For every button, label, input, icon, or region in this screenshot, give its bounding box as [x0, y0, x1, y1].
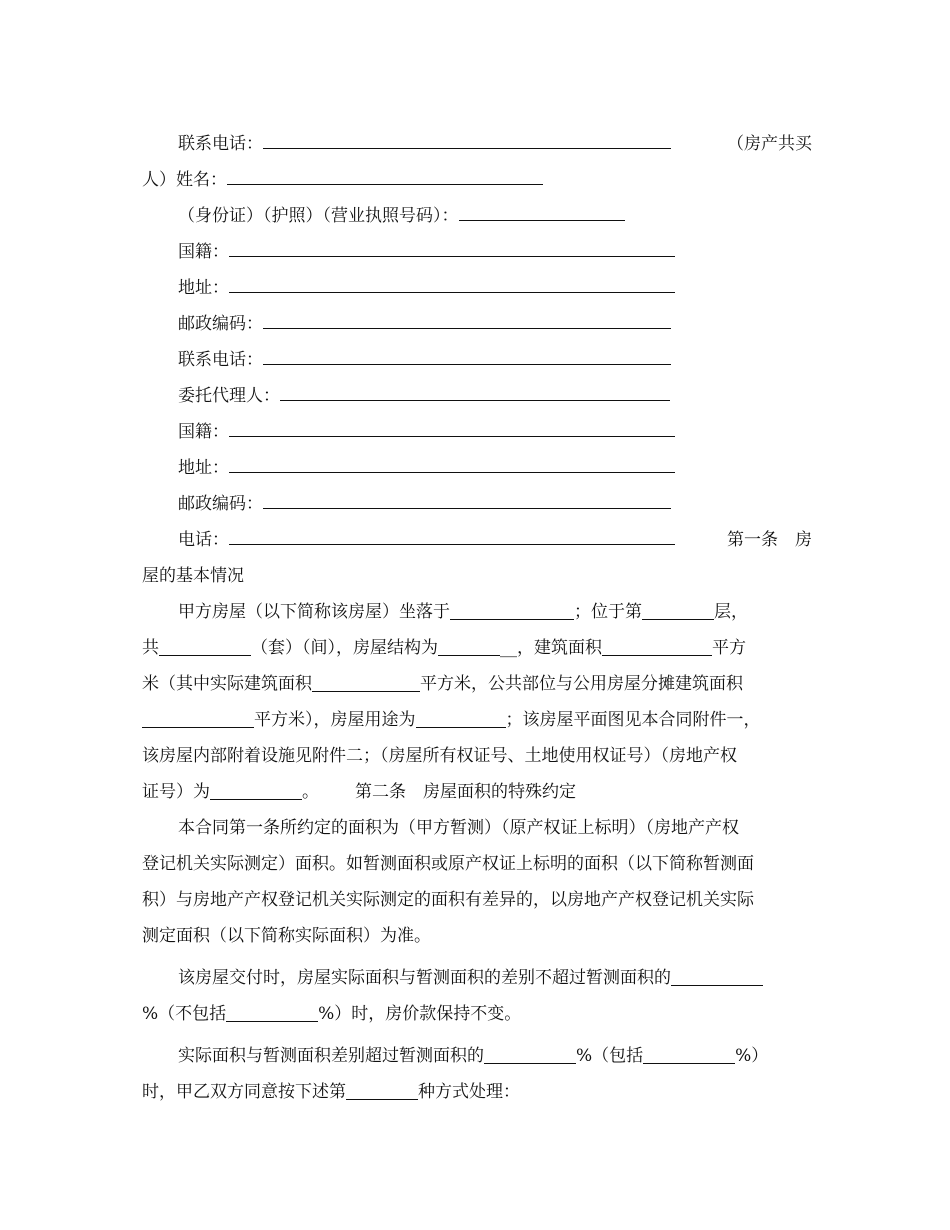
- text-floor-prefix: ；位于第: [574, 602, 642, 622]
- blank-location[interactable]: [450, 619, 574, 620]
- text-appendix-1: ；该房屋平面图见本合同附件一，: [505, 710, 761, 730]
- article1-heading-row: [142, 558, 812, 594]
- field-row-nationality: [142, 234, 812, 270]
- blank-floor-area[interactable]: [602, 655, 712, 656]
- field-row-id: [142, 198, 812, 234]
- contract-page: [142, 126, 812, 1110]
- field-row-agent-postcode: [142, 486, 812, 522]
- article2-p2-l1: [142, 960, 812, 996]
- owner-phone-label: 联系电话：: [178, 134, 263, 154]
- blank-cert-no[interactable]: [210, 799, 302, 800]
- article2-p1-l4: [142, 918, 812, 954]
- article2-p3-text-1c: %）: [735, 1046, 769, 1066]
- article2-p3-l1: [142, 1038, 812, 1074]
- text-period: 。: [302, 782, 319, 802]
- blank-shared-area[interactable]: [142, 727, 254, 728]
- text-floor-area: __，建筑面积: [500, 638, 602, 658]
- article2-p2-text-2b: %）时，房价款保持不变。: [318, 1004, 522, 1024]
- co-buyer-name-label: 人）姓名：: [142, 170, 227, 190]
- article2-p1-text-3: 积）与房地产产权登记机关实际测定的面积有差异的，以房地产产权登记机关实际: [142, 890, 754, 910]
- article2-p2-text-2a: %（不包括: [142, 1004, 227, 1024]
- field-row-address: [142, 270, 812, 306]
- field-label-agent-nationality: 国籍：: [178, 422, 229, 442]
- field-row-agent-nationality: [142, 414, 812, 450]
- tel-row: [142, 522, 812, 558]
- co-buyer-name-blank[interactable]: [227, 162, 543, 185]
- text-total: 共: [142, 638, 159, 658]
- text-shared-area: 平方米，公共部位与公用房屋分摊建筑面积: [420, 674, 743, 694]
- article1-line-4: [142, 702, 812, 738]
- field-row-postcode: [142, 306, 812, 342]
- article1-line-5: [142, 738, 812, 774]
- tel-blank[interactable]: [229, 522, 675, 545]
- field-row-agent: [142, 378, 812, 414]
- field-row-phone: [142, 342, 812, 378]
- text-usage: 平方米），房屋用途为: [254, 710, 416, 730]
- text-sqm-a: 平方: [712, 638, 746, 658]
- field-blank-agent[interactable]: [280, 378, 670, 401]
- article1-line-6: [142, 774, 812, 810]
- blank-threshold-excl[interactable]: [226, 1021, 318, 1022]
- blank-units[interactable]: [159, 655, 251, 656]
- blank-threshold[interactable]: [671, 985, 763, 986]
- article2-p3-text-1b: %（包括: [576, 1046, 644, 1066]
- blank-exceed[interactable]: [484, 1063, 576, 1064]
- article1-line-1: [142, 594, 812, 630]
- co-buyer-note: （房产共买: [727, 134, 812, 154]
- field-blank-agent-postcode[interactable]: [263, 486, 671, 509]
- field-blank-address[interactable]: [229, 270, 675, 293]
- text-cert-no: 证号）为: [142, 782, 210, 802]
- field-label-agent-postcode: 邮政编码：: [178, 494, 263, 514]
- blank-floor[interactable]: [642, 619, 714, 620]
- tel-label: 电话：: [178, 530, 229, 550]
- field-row-agent-address: [142, 450, 812, 486]
- field-label-agent-address: 地址：: [178, 458, 229, 478]
- article1-line-2: [142, 630, 812, 666]
- article2-p1-l1: [142, 810, 812, 846]
- article1-heading-a: 第一条 房: [727, 530, 812, 550]
- field-blank-postcode[interactable]: [263, 306, 671, 329]
- field-label-postcode: 邮政编码：: [178, 314, 263, 334]
- field-label-nationality: 国籍：: [178, 242, 229, 262]
- blank-actual-area[interactable]: [312, 691, 420, 692]
- article2-heading: 第二条 房屋面积的特殊约定: [355, 782, 576, 802]
- field-blank-nationality[interactable]: [229, 234, 675, 257]
- co-buyer-name-row: [142, 162, 812, 198]
- article2-p1-text-1: 本合同第一条所约定的面积为（甲方暂测）（原产权证上标明）（房地产产权: [178, 818, 739, 838]
- blank-structure[interactable]: [438, 655, 500, 656]
- blank-exceed-incl[interactable]: [643, 1063, 735, 1064]
- text-floor-suffix: 层，: [714, 602, 748, 622]
- article2-p3-text-2b: 种方式处理：: [418, 1082, 520, 1102]
- text-appendix-2: 该房屋内部附着设施见附件二；（房屋所有权证号、土地使用权证号）（房地产权: [142, 746, 737, 766]
- article2-p1-text-4: 测定面积（以下简称实际面积）为准。: [142, 926, 431, 946]
- article2-p2-text-1: 该房屋交付时，房屋实际面积与暂测面积的差别不超过暂测面积的: [178, 968, 671, 988]
- field-blank-agent-address[interactable]: [229, 450, 675, 473]
- blank-usage[interactable]: [416, 727, 506, 728]
- article2-p1-l2: [142, 846, 812, 882]
- article2-p3-text-1a: 实际面积与暂测面积差别超过暂测面积的: [178, 1046, 484, 1066]
- owner-phone-blank[interactable]: [263, 126, 671, 149]
- field-blank-agent-nationality[interactable]: [229, 414, 675, 437]
- field-label-address: 地址：: [178, 278, 229, 298]
- field-blank-id[interactable]: [459, 198, 625, 221]
- article2-p1-l3: [142, 882, 812, 918]
- article2-p3-l2: [142, 1074, 812, 1110]
- owner-phone-row: [142, 126, 812, 162]
- article2-p3-text-2a: 时，甲乙双方同意按下述第: [142, 1082, 346, 1102]
- text-structure: （套）（间），房屋结构为: [251, 638, 438, 658]
- field-label-id: （身份证）（护照）（营业执照号码）：: [178, 206, 459, 226]
- article2-p1-text-2: 登记机关实际测定）面积。如暂测面积或原产权证上标明的面积（以下简称暂测面: [142, 854, 754, 874]
- field-label-phone: 联系电话：: [178, 350, 263, 370]
- field-blank-phone[interactable]: [263, 342, 671, 365]
- article2-p2-l2: [142, 996, 812, 1032]
- blank-method[interactable]: [346, 1099, 418, 1100]
- article1-line-3: [142, 666, 812, 702]
- text-actual-area: 米（其中实际建筑面积: [142, 674, 312, 694]
- text-located-at: 甲方房屋（以下简称该房屋）坐落于: [178, 602, 450, 622]
- field-label-agent: 委托代理人：: [178, 386, 280, 406]
- article1-heading-b: 屋的基本情况: [142, 566, 244, 586]
